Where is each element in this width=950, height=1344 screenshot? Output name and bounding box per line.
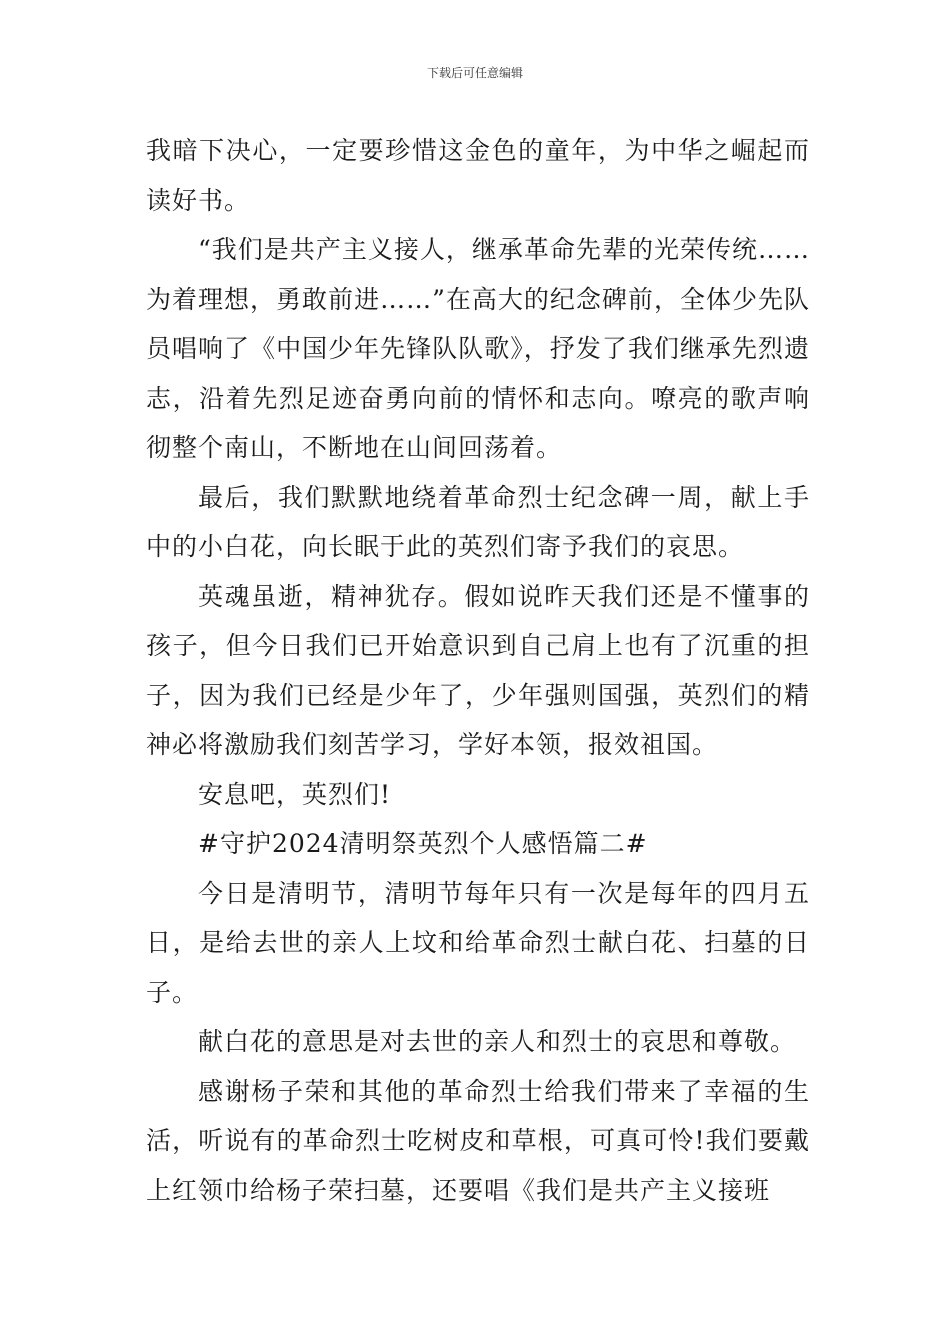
paragraph-8: 感谢杨子荣和其他的革命烈士给我们带来了幸福的生活，听说有的革命烈士吃树皮和草根，可真可怜!我们要戴上红领巾给杨子荣扫墓，还要唱《我们是共产主义接班 [146,1076,810,1205]
paragraph-1: 我暗下决心，一定要珍惜这金色的童年，为中华之崛起而读好书。 [146,136,810,215]
paragraph-6: 今日是清明节，清明节每年只有一次是每年的四月五日，是给去世的亲人上坟和给革命烈士献白花、扫墓的日子。 [146,878,810,1007]
page-header: 下载后可任意编辑 [426,66,523,80]
section-heading: #守护2024清明祭英烈个人感悟篇二# [198,829,648,858]
paragraph-2: “我们是共产主义接人，继承革命先辈的光荣传统……为着理想，勇敢前进……”在高大的纪念碑前，全体少先队员唱响了《中国少年先锋队队歌》，抒发了我们继承先烈遗志，沿着先烈足迹奋勇向前的情怀和志向。嘹亮的歌声响彻整个南山，不断地在山间回荡着。 [146,235,810,462]
paragraph-5: 安息吧，英烈们! [198,779,392,809]
paragraph-4: 英魂虽逝，精神犹存。假如说昨天我们还是不懂事的孩子，但今日我们已开始意识到自己肩上也有了沉重的担子，因为我们已经是少年了，少年强则国强，英烈们的精神必将激励我们刻苦学习，学好本领，报效祖国。 [146,581,810,759]
paragraph-3: 最后，我们默默地绕着革命烈士纪念碑一周，献上手中的小白花，向长眠于此的英烈们寄予我们的哀思。 [146,482,810,561]
paragraph-7: 献白花的意思是对去世的亲人和烈士的哀思和尊敬。 [198,1027,797,1056]
document-body [146,126,810,1215]
